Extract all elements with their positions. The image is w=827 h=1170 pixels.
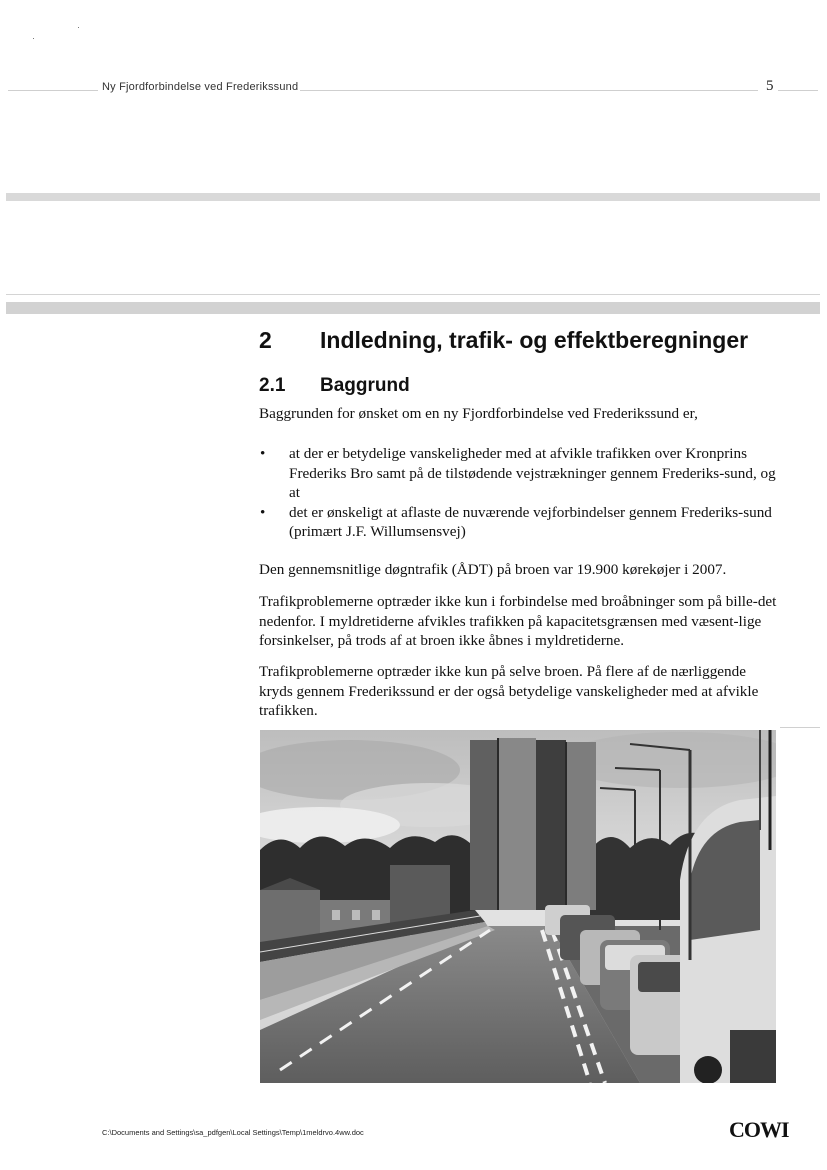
divider-line — [780, 727, 820, 728]
bullet-text: det er ønskeligt at aflaste de nuværende vejforbindelser gennem Frederiks-sund (primært J.F. Willumsensvej) — [289, 503, 772, 540]
bullet-list — [259, 444, 779, 542]
scan-speck — [78, 27, 79, 28]
section-number: 2 — [259, 327, 272, 353]
intro-paragraph: Baggrunden for ønsket om en ny Fjordforbindelse ved Frederikssund er, — [259, 405, 698, 422]
bridge-photo — [260, 730, 776, 1083]
divider-band — [6, 302, 820, 314]
header-rule — [300, 90, 758, 91]
traffic-paragraph: Den gennemsnitlige døgntrafik (ÅDT) på broen var 19.900 kørekøjer i 2007. — [259, 561, 727, 578]
company-logo: COWI — [729, 1117, 789, 1142]
bridge-photo-illustration — [260, 730, 776, 1083]
scan-speck — [33, 38, 34, 39]
bullet-icon: • — [260, 445, 266, 462]
list-item — [259, 503, 779, 542]
page-number: 5 — [766, 78, 774, 94]
running-header: Ny Fjordforbindelse ved Frederikssund — [102, 81, 299, 93]
divider-band — [6, 193, 820, 201]
junctions-paragraph: Trafikproblemerne optræder ikke kun på selve broen. På flere af de nærliggende kryds gennem Frederikssund er der også betydelige vanskeligheder med at afvikle trafikken. — [259, 663, 759, 719]
bullet-icon: • — [260, 503, 266, 521]
file-path: C:\Documents and Settings\sa_pdfgen\Local Settings\Temp\1meldrvo.4ww.doc — [102, 1128, 364, 1137]
divider-line — [6, 294, 820, 295]
header-rule — [778, 90, 818, 91]
subsection-number: 2.1 — [259, 375, 286, 396]
list-item — [259, 444, 779, 503]
rush-hour-paragraph: Trafikproblemerne optræder ikke kun i forbindelse med broåbninger som på bille-det nedenfor. I myldretiderne afvikles trafikken på kapacitetsgrænsen med væsent-lige forsinkelser, på trods af at broen ikke åbnes i myldretiderne. — [259, 593, 777, 649]
bullet-text: at der er betydelige vanskeligheder med at afvikle trafikken over Kronprins Frederiks Bro samt på de tilstødende vejstrækninger gennem Frederiks-sund, og at — [289, 445, 776, 501]
header-rule — [8, 90, 98, 91]
subsection-title: Baggrund — [320, 375, 410, 396]
section-title: Indledning, trafik- og effektberegninger — [320, 327, 749, 353]
